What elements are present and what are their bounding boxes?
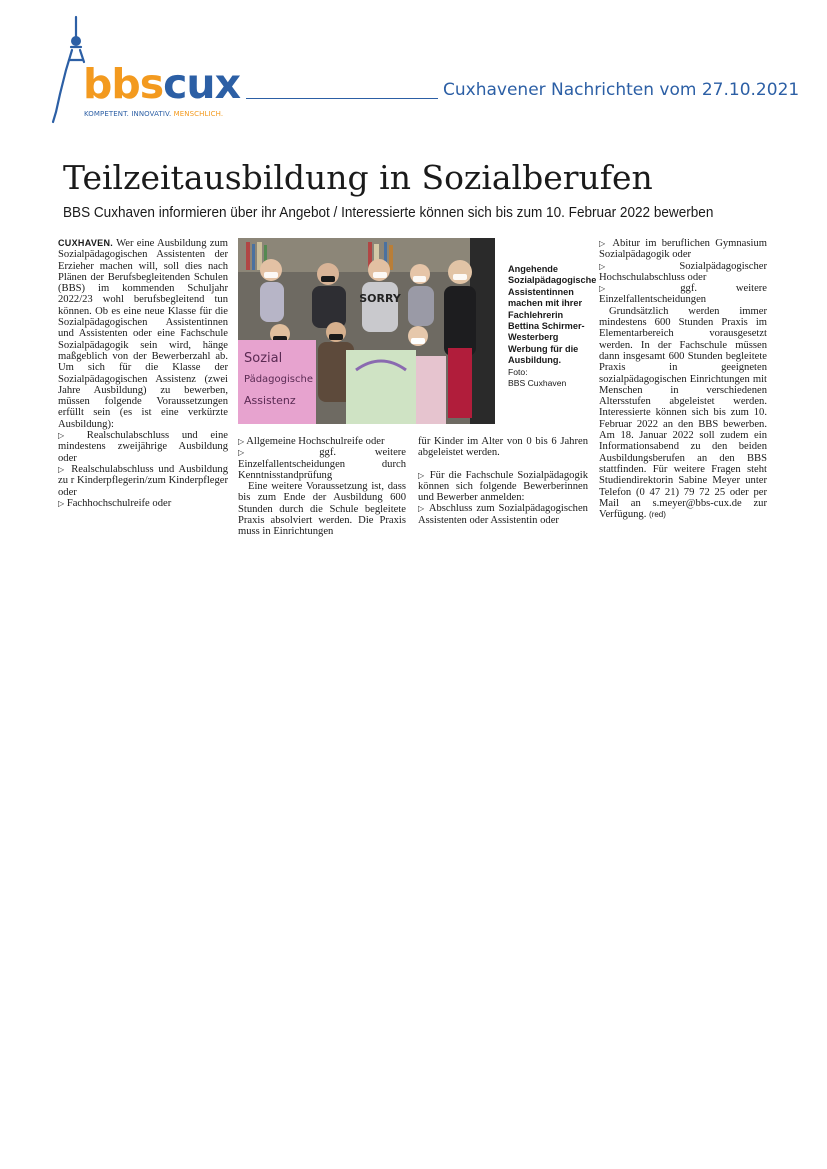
poster-line: Sozial — [244, 351, 283, 366]
article-column-4 — [599, 238, 767, 520]
article-headline: Teilzeitausbildung in Sozialberufen — [63, 158, 653, 197]
caption-text: Angehende Sozialpädagogische Assistentinnen machen mit ihrer Fachlehrerin Bettina Schirmer-Westerberg Werbung für die Ausbildung. — [508, 264, 597, 366]
list-item: ▷ Realschulabschluss und Ausbildung zu r Kinderpflegerin/zum Kinderpfleger oder — [58, 463, 228, 498]
article-column-2 — [238, 436, 406, 538]
list-item: ▷ ggf. weitere Einzelfallentscheidungen — [599, 283, 768, 306]
bullet-icon: ▷ — [58, 431, 75, 441]
logo-tagline — [84, 110, 223, 118]
list-item: ▷ Abitur im beruflichen Gymnasium Sozialpädagogik oder — [599, 238, 767, 261]
logo-bbs: bbs — [83, 60, 164, 108]
bullet-icon: ▷ — [599, 261, 641, 271]
list-item: ▷ Realschulabschluss und eine mindestens zweijährige Ausbildung oder — [58, 430, 228, 464]
photo-credit: BBS Cuxhaven — [508, 378, 567, 389]
bullet-icon: ▷ — [238, 437, 245, 446]
bullet-icon: ▷ — [418, 470, 426, 480]
bullet-icon: ▷ — [418, 504, 426, 514]
bullet-icon: ▷ — [599, 239, 608, 248]
tagline-accent: MENSCHLICH. — [173, 110, 224, 118]
bullet-icon: ▷ — [58, 464, 67, 474]
poster-line: Pädagogische — [244, 374, 313, 385]
body-paragraph: für Kinder im Alter von 0 bis 6 Jahren abgeleistet werden. — [418, 436, 588, 459]
list-item: ▷ ggf. weitere Einzelfallentscheidungen durch Kenntnisstandprüfung — [238, 447, 407, 481]
logo-wordmark — [83, 60, 241, 108]
list-item: ▷ Allgemeine Hochschulreife oder — [238, 436, 385, 447]
bullet-icon: ▷ — [238, 448, 281, 458]
photo-caption — [508, 264, 597, 389]
list-item: ▷ Sozialpädagogischer Hochschulabschluss oder — [599, 260, 767, 283]
article-subheadline: BBS Cuxhaven informieren über ihr Angebot / Interessierte können sich bis zum 10. Februar 2022 bewerben — [63, 205, 714, 221]
body-paragraph: Grundsätzlich werden immer mindestens 600 Stunden Praxis im Elementarbereich vorausgesetzt werden. In der Fachschule müssen dann insgesamt 600 Stunden begleitete Praxis in geeigneten sozialpädagogischen Einrichtungen mit Menschen in verschiedenen Altersstufen abgeleistet werden. Interessierte können sich bis zum 10. Februar 2022 an den BBS bewerben. Am 18. Januar 2022 soll zudem ein Informationsabend zu den beiden Ausbildungsberufen an den BBS stattfinden. Für weitere Fragen steht Studiendirektorin Sabine Meyer unter Telefon (0 47 21) 79 72 25 oder per Mail an s.meyer@bbs-cux.de zur Verfügung. (red) — [599, 305, 767, 521]
list-item: ▷ Abschluss zum Sozialpädagogischen Assistenten oder Assistentin oder — [418, 503, 588, 526]
list-item: ▷ Fachhochschulreife oder — [58, 497, 172, 509]
header-rule — [246, 98, 438, 99]
poster-line: Assistenz — [244, 394, 296, 407]
intro-paragraph: Wer eine Ausbildung zum Sozialpädagogischen Assistenten der Erzieher machen will, soll dies nach Plänen der Berufsbegleitenden Schulen (BBS) im kommenden Schuljahr 2022/23 wohl berufsbegleitend tun können. Ob es eine neue Klasse für die Sozialpädagogischen Assistentinnen und Assistenten oder eine Fachschule Sozialpädagogik sein wird, hänge maßgeblich von der Bewerberzahl ab. Um sich für die Klasse der Sozialpädagogischen Assistenz (zwei Jahre Ausbildung) zu bewerben, müssen folgende Voraussetzungen erfüllt sein (es ist eine verkürzte Ausbildung): — [58, 238, 228, 430]
logo-cux: cux — [163, 60, 241, 108]
body-paragraph: Eine weitere Voraussetzung ist, dass bis zum Ende der Ausbildung 600 Stunden durch die Schule begleitete Praxis absolviert werden. Die Praxis muss in Einrichtungen — [238, 481, 406, 538]
author-tag: (red) — [649, 510, 666, 520]
article-column-3 — [418, 436, 588, 526]
photo-credit-label: Foto: — [508, 366, 528, 377]
article-column-1 — [58, 238, 228, 509]
shirt-text: SORRY — [359, 292, 401, 305]
article-photo — [238, 238, 495, 424]
bullet-icon: ▷ — [58, 498, 65, 508]
bullet-icon: ▷ — [599, 284, 642, 294]
source-line: Cuxhavener Nachrichten vom 27.10.2021 — [443, 80, 800, 100]
dateline: CUXHAVEN. — [58, 238, 114, 248]
list-item: ▷ Für die Fachschule Sozialpädagogik können sich folgende Bewerberinnen und Bewerber anmelden: — [418, 469, 589, 504]
tagline-main: KOMPETENT. INNOVATIV. — [84, 110, 174, 118]
bbscux-logo[interactable] — [50, 14, 250, 126]
